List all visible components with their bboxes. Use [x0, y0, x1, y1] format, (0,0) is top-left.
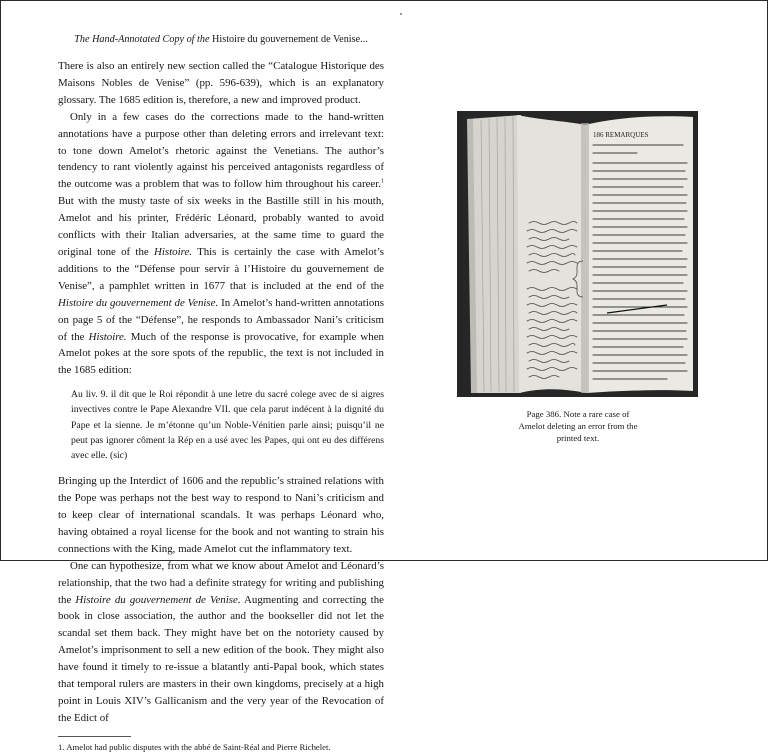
page-mark	[400, 13, 402, 15]
paragraph-3-text: Bringing up the Interdict of 1606 and the republic’s strained relations with the Pope was perhaps not the best way to respond to Nani’s criticism and to keep clear of international scandals. It was perhaps Léonard who, having obtained a royal license for the book and not wanting to strain his connections with the King, made Amelot cut the inflammatory text.	[58, 475, 384, 555]
paragraph-4-text-b: Augmenting and correcting the book in close association, the author and the bookseller did not let the scandal set them back. They might have bet on the notoriety caused by Amelot’s imprisonment to sell a new edition of the book. They might also have found it timely to re-issue a blatantly anti-Papal book, which states that temporal rulers are masters in their own kingdoms, precisely at a high point in Louis XIV’s Gallicanism and the very year of the Revocation of the Edict of	[58, 593, 384, 724]
paragraph-4-text-a: One can hypothesize, from what we know about Amelot and Léonard’s relationship, that the two had a definite strategy for writing and publishing the	[58, 559, 384, 606]
paragraph-2-text-b: But with the musty taste of six weeks in the Bastille still in his mouth, Amelot and his printer, Frédéric Léonard, probably wanted to avoid conflicts with their Italian adversaries, at the same time to guard the original tone of the	[58, 195, 384, 258]
left-page	[58, 33, 384, 753]
running-head-roman: Histoire du gouvernement de Venise...	[212, 34, 368, 45]
paragraph-1-text: There is also an entirely new section called the “Catalogue Historique des Maisons Nobles de Venise” (pp. 596-639), which is an explanatory glossary. The 1685 edition is, therefore, a new and improved product.	[58, 60, 384, 106]
book-photograph	[457, 111, 698, 397]
footnote-ref[interactable]: 1	[381, 178, 384, 185]
book-illustration	[457, 111, 698, 397]
paragraph-4-italic: Histoire du gouvernement de Venise.	[75, 593, 241, 606]
figure-caption: Page 386. Note a rare case of Amelot deleting an error from the printed text.	[518, 409, 638, 443]
book-page-header: 186 REMARQUES	[593, 131, 649, 139]
paragraph-1	[58, 58, 384, 109]
block-quote: Au liv. 9. il dit que le Roi répondit à une letre du sacré colege avec de si aigres invectives contre le Pape Alexandre VII. que cela parut indécent à la dignité du Pape et la sienne. Je m’étonne qu’un Noble-Vénitien parle ainsi; puisqu’il ne peut pas ignorer côment la Rép en a usé avec les Papes, qui ont eu des différens avec elle. (sic)	[71, 389, 384, 462]
footnote: 1. Amelot had public disputes with the abbé de Saint-Réal and Pierre Richelet.	[58, 741, 331, 752]
paragraph-4	[58, 558, 384, 727]
paragraph-2	[58, 109, 384, 380]
paragraph-2-italic-1: Histoire.	[153, 245, 193, 258]
paragraph-2-text-c: This is certainly the case with Amelot’s additions to the “Défense pour servir à l’Histoire du gouvernement de Venise”, a pamphlet written in 1677 that is included at the end of the	[58, 245, 384, 292]
running-head-italic: The Hand-Annotated Copy of the	[74, 34, 210, 45]
paragraph-2-text-d: In Amelot’s hand-written annotations on page 5 of the “Défense”, he responds to Ambassador Nani’s criticism of the	[58, 296, 384, 343]
paragraph-2-text-a: Only in a few cases do the corrections made to the hand-written annotations have a purpose other than deleting errors and irrelevant text: to tone down Amelot’s rhetoric against the Venetians. The author’s tendency to rant violently against his perceived antagonists regardless of the outcome was a problem that was to follow him throughout his career.	[58, 110, 384, 191]
paragraph-2-italic-3: Histoire.	[88, 330, 127, 343]
paragraph-2-italic-2: Histoire du gouvernement de Venise.	[58, 296, 219, 309]
paragraph-2-text-e: Much of the response is provocative, for example when Amelot pokes at the sore spots of the republic, the text is not included in the 1685 edition:	[58, 330, 385, 377]
running-head	[58, 33, 384, 46]
footnote-rule	[58, 736, 131, 737]
paragraph-3	[58, 473, 384, 558]
